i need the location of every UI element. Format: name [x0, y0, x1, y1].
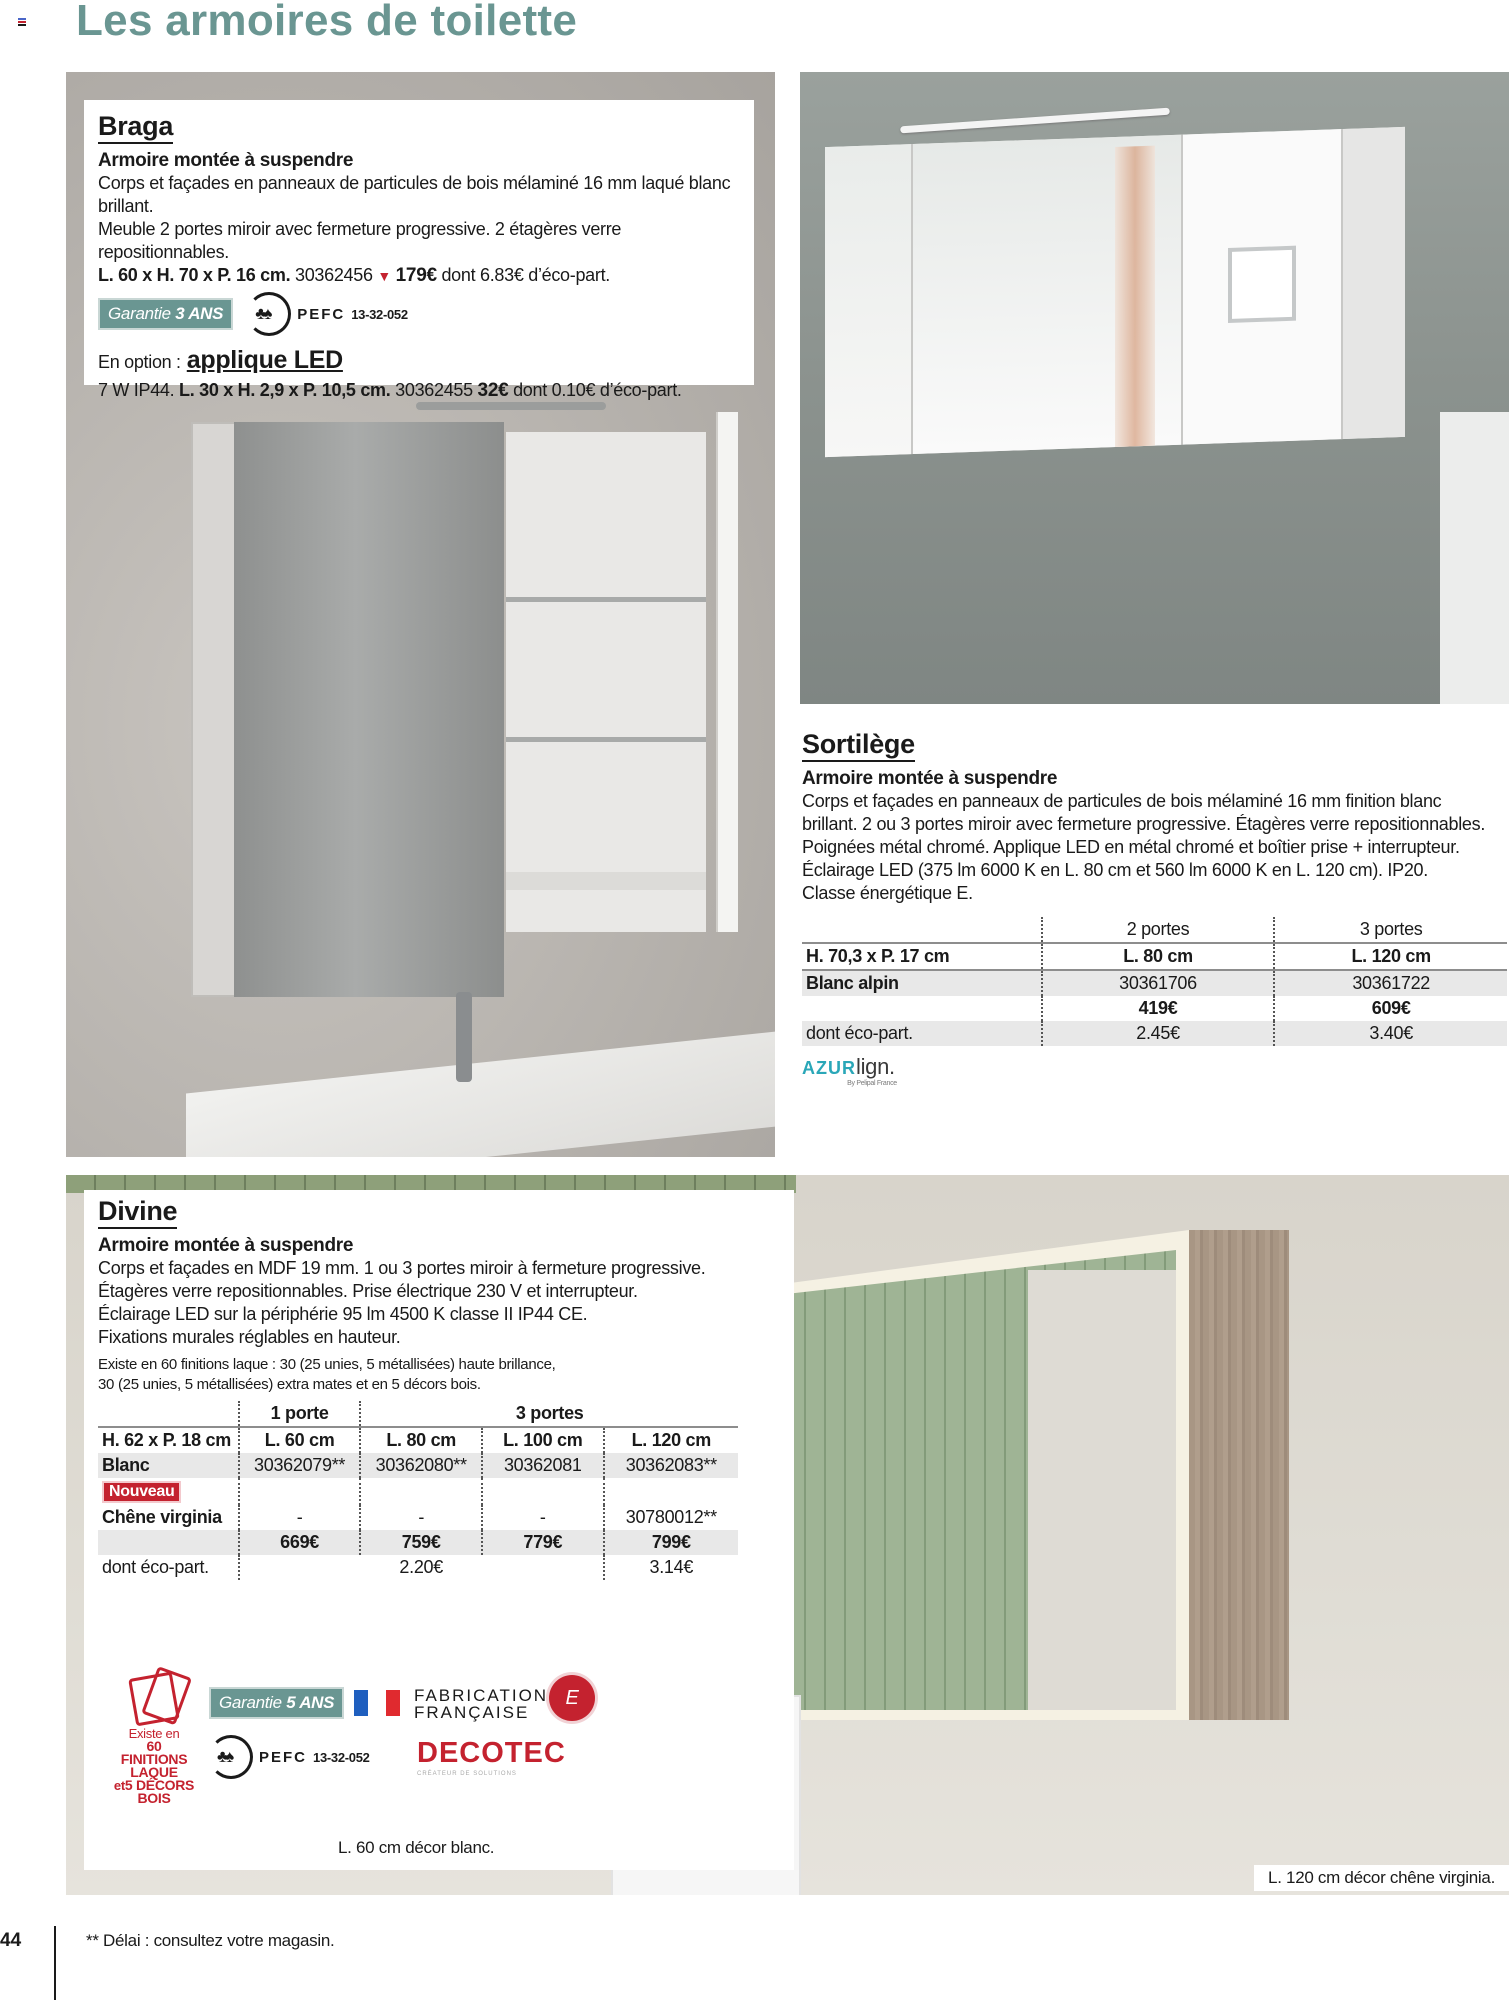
price: 669€: [239, 1530, 361, 1555]
oak-side-panel: [1189, 1230, 1289, 1720]
price: 799€: [604, 1530, 738, 1555]
guarantee-badge: Garantie 5 ANS: [209, 1687, 344, 1719]
mirror-door: [234, 422, 504, 997]
price: 779€: [482, 1530, 604, 1555]
sink: [186, 1030, 775, 1157]
product-ref: 30361706: [1042, 970, 1275, 996]
product-name: Divine: [98, 1195, 177, 1229]
open-door: [716, 412, 738, 932]
product-ref: 30362081: [482, 1453, 604, 1478]
description-line: Meuble 2 portes miroir avec fermeture progressive. 2 étagères verre repositionnables.: [98, 219, 622, 262]
led-light-bar: [900, 108, 1170, 134]
guarantee-badge: Garantie 3 ANS: [98, 298, 233, 330]
option-ref: 30362455: [395, 380, 473, 400]
image-caption: L. 60 cm décor blanc.: [338, 1838, 495, 1857]
decotec-logo: DECOTEC: [417, 1737, 566, 1769]
sortilege-info-card: Sortilège Armoire montée à suspendre Corps et façades en panneaux de particules de bois mélaminé 16 mm finition blanc brillant. 2 ou 3 portes miroir avec fermeture progressive. Étagères verre repositionnables. Poignées métal chromé. Applique LED en métal chromé et boîtier prise + interrupteur. Éclairage LED (375 lm 6000 K en L. 80 cm et 560 lm 6000 K en L. 120 cm). IP20. Classe énergétique E. 2 portes 3 portes H. 70,3 x P. 17 cm L. 80 cm L. 120 cm Blanc alpin 30361706 30361722 419€ 609€ dont éco-part. 2.45€ 3.40€ AZURlign. By Pelipal France: [800, 728, 1509, 1168]
product-ref: 30362080**: [360, 1453, 482, 1478]
product-ref: 30362079**: [239, 1453, 361, 1478]
footnote: ** Délai : consultez votre magasin.: [86, 1931, 335, 1950]
product-ref: 30362456: [295, 265, 373, 285]
page-number: 44: [0, 1930, 22, 1951]
option-name: applique LED: [186, 346, 343, 374]
product-ref: 30362083**: [604, 1453, 738, 1478]
finitions-badge: Existe en 60 FINITIONS LAQUE et5 DÉCORS BOIS: [104, 1675, 204, 1805]
braga-info-card: [84, 100, 754, 401]
product-subtitle: Armoire montée à suspendre: [802, 768, 1058, 789]
certification-logos: Existe en 60 FINITIONS LAQUE et5 DÉCORS BOIS Garantie 5 ANS FABRICATION FRANÇAISE E ♣♠ PEFC 13-32-052 DECOTEC CRÉATEUR DE SOLUTIONS: [104, 1675, 664, 1855]
color-swatch-fan-icon: [128, 1672, 180, 1727]
cabinet-interior: [506, 432, 706, 932]
sortilege-product-photo: [800, 72, 1509, 704]
price-line: L. 60 x H. 70 x P. 16 cm. 30362456 ▼ 179€ dont 6.83€ d’éco-part.: [98, 265, 610, 286]
fabrication-francaise-label: FABRICATION FRANÇAISE: [414, 1686, 549, 1722]
sortilege-spec-table: 2 portes 3 portes H. 70,3 x P. 17 cm L. 80 cm L. 120 cm Blanc alpin 30361706 30361722 419€ 609€ dont éco-part. 2.45€ 3.40€: [802, 917, 1507, 1046]
page-title: Les armoires de toilette: [76, 0, 578, 45]
price: 419€: [1042, 996, 1275, 1021]
option-price-line: 7 W IP44. L. 30 x H. 2,9 x P. 10,5 cm. 30362455 32€ dont 0.10€ d’éco-part.: [98, 380, 682, 401]
french-flag-icon: [354, 1690, 400, 1716]
dimensions: L. 60 x H. 70 x P. 16 cm.: [98, 265, 291, 285]
option-heading: En option : applique LED: [98, 346, 343, 374]
description-line: Corps et façades en panneaux de particules de bois mélaminé 16 mm laqué blanc brillant.: [98, 173, 731, 216]
new-badge: Nouveau: [102, 1481, 181, 1503]
pefc-logo-icon: [209, 1735, 253, 1779]
divine-spec-table: 1 porte 3 portes H. 62 x P. 18 cm L. 60 cm L. 80 cm L. 100 cm L. 120 cm Blanc 30362079** 30362080** 30362081 30362083** Nouveau Chêne virginia - - - 30780012** 669€ 759€ 779€ 799€ dont éco-part. 2.20€ 3.14€: [98, 1401, 738, 1580]
led-light-bar: [416, 402, 606, 410]
image-caption: L. 120 cm décor chêne virginia.: [1254, 1865, 1509, 1891]
pefc-label: ♣♠ PEFC 13-32-052: [247, 292, 408, 336]
option-price: 32€: [477, 380, 509, 401]
price: 179€: [395, 265, 437, 286]
product-name: Sortilège: [802, 728, 915, 762]
price: 759€: [360, 1530, 482, 1555]
product-ref: 30361722: [1274, 970, 1507, 996]
divine-info-card: Divine Armoire montée à suspendre Corps et façades en MDF 19 mm. 1 ou 3 portes miroir à fermeture progressive. Étagères verre repositionnables. Prise électrique 230 V et interrupteur. Éclairage LED sur la périphérie 95 lm 4500 K classe II IP44 CE. Fixations murales réglables en hauteur. Existe en 60 finitions laque : 30 (25 unies, 5 métallisées) haute brillance, 30 (25 unies, 5 métallisées) extra mates et en 5 décors bois. 1 porte 3 portes H. 62 x P. 18 cm L. 60 cm L. 80 cm L. 100 cm L. 120 cm Blanc 30362079** 30362080** 30362081 30362083** Nouveau Chêne virginia - - - 30780012** 669€ 759€ 779€ 799€ dont éco-part. 2.20€ 3.14€ Existe en 60 FINITIONS LAQUE et5 DÉCORS BOIS Garantie 5 ANS FABRICATION FRANÇAISE E ♣♠ PEFC 13-32-052 DECOTEC CRÉATEUR DE SOLUTIONS: [84, 1190, 794, 1870]
reflected-frame: [1228, 246, 1296, 323]
eco-part-value: 6.83€: [479, 265, 524, 285]
product-name: Braga: [98, 110, 173, 144]
mirror-cabinet: [825, 127, 1405, 457]
product-subtitle: Armoire montée à suspendre: [98, 150, 354, 171]
flag-icon: [18, 18, 26, 28]
product-subtitle: Armoire montée à suspendre: [98, 1235, 354, 1256]
pefc-label: ♣♠ PEFC 13-32-052: [209, 1735, 370, 1779]
faucet: [456, 992, 472, 1082]
price: 609€: [1274, 996, 1507, 1021]
product-ref: 30780012**: [604, 1505, 738, 1530]
azurlign-logo: AZURlign. By Pelipal France: [802, 1054, 897, 1087]
epv-logo-icon: E: [549, 1675, 595, 1721]
price-down-icon: ▼: [377, 268, 391, 284]
pefc-logo-icon: [247, 292, 291, 336]
divider: [54, 1926, 56, 2000]
